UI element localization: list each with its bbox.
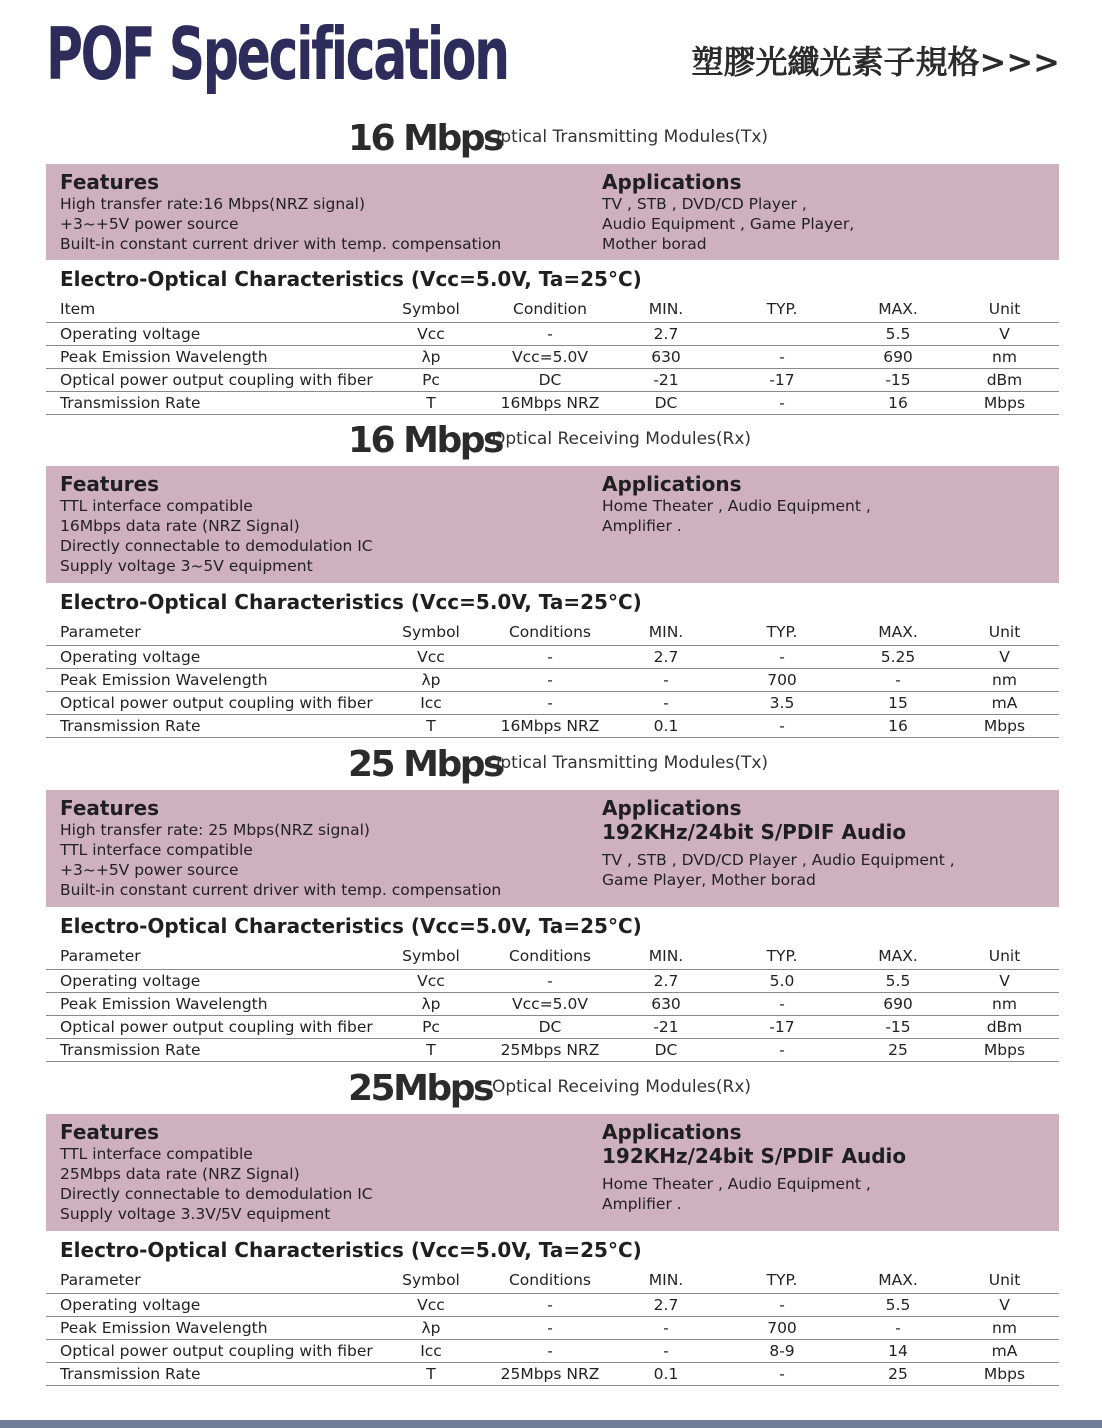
table-row	[46, 369, 1059, 392]
column-header: MAX.	[846, 1267, 950, 1294]
table-cell: 5.5	[846, 323, 950, 346]
table-row	[46, 646, 1059, 669]
applications-block	[602, 472, 871, 536]
feature-item: TTL interface compatible	[60, 497, 253, 515]
column-header: TYP.	[718, 1267, 846, 1294]
table-cell: 2.7	[614, 1294, 718, 1317]
column-header: Symbol	[376, 943, 486, 970]
table-cell: Pc	[376, 1016, 486, 1039]
table-row	[46, 993, 1059, 1016]
features-applications-box	[46, 1114, 1059, 1231]
column-header: Conditions	[486, 943, 614, 970]
table-cell: 2.7	[614, 970, 718, 993]
application-item: Audio Equipment , Game Player,	[602, 215, 855, 233]
eo-characteristics-title: Electro-Optical Characteristics (Vcc=5.0V, Ta=25°C)	[60, 267, 642, 291]
applications-heading: Applications	[602, 472, 742, 496]
applications-subtitle: 192KHz/24bit S/PDIF Audio	[602, 1144, 907, 1168]
module-type: Optical Receiving Modules(Rx)	[492, 1077, 752, 1097]
column-header: TYP.	[718, 943, 846, 970]
table-header-row	[46, 943, 1059, 970]
table-cell: 630	[614, 993, 718, 1016]
table-row	[46, 970, 1059, 993]
applications-heading: Applications	[602, 796, 742, 820]
table-cell: -	[718, 1039, 846, 1062]
speed-label: 16 Mbps	[348, 420, 502, 461]
table-cell: 700	[718, 1317, 846, 1340]
feature-item: Built-in constant current driver with temp. compensation	[60, 881, 502, 899]
column-header: TYP.	[718, 619, 846, 646]
feature-item: Supply voltage 3.3V/5V equipment	[60, 1205, 331, 1223]
table-cell: mA	[950, 692, 1059, 715]
table-cell	[718, 323, 846, 346]
section-header	[46, 416, 1059, 466]
table-cell: nm	[950, 993, 1059, 1016]
table-row	[46, 715, 1059, 738]
table-cell: Peak Emission Wavelength	[46, 993, 376, 1016]
application-item: Home Theater , Audio Equipment ,	[602, 1175, 871, 1193]
table-cell: Transmission Rate	[46, 392, 376, 415]
feature-item: Directly connectable to demodulation IC	[60, 1185, 373, 1203]
table-cell: Mbps	[950, 392, 1059, 415]
features-applications-box	[46, 164, 1059, 260]
table-header-row	[46, 296, 1059, 323]
table-cell: -15	[846, 369, 950, 392]
table-cell: mA	[950, 1340, 1059, 1363]
features-block	[60, 796, 501, 900]
module-type: Optical Receiving Modules(Rx)	[492, 429, 752, 449]
module-type: Optical Transmitting Modules(Tx)	[487, 753, 769, 773]
features-block	[60, 472, 373, 576]
table-cell: Vcc	[376, 646, 486, 669]
column-header: MAX.	[846, 619, 950, 646]
table-cell: 690	[846, 346, 950, 369]
table-cell: -21	[614, 1016, 718, 1039]
table-cell: λp	[376, 346, 486, 369]
table-cell: Optical power output coupling with fiber	[46, 369, 376, 392]
table-cell: V	[950, 1294, 1059, 1317]
column-header: Symbol	[376, 296, 486, 323]
column-header: Condition	[486, 296, 614, 323]
table-cell: 3.5	[718, 692, 846, 715]
table-cell: Operating voltage	[46, 323, 376, 346]
spec-section	[46, 740, 1059, 1062]
table-cell: DC	[486, 1016, 614, 1039]
column-header: Unit	[950, 296, 1059, 323]
table-cell: -	[718, 1363, 846, 1386]
table-cell: 25Mbps NRZ	[486, 1363, 614, 1386]
spec-table	[46, 296, 1059, 415]
table-cell: 5.25	[846, 646, 950, 669]
section-header	[46, 1064, 1059, 1114]
speed-label: 16 Mbps	[348, 118, 502, 159]
column-header: MIN.	[614, 1267, 718, 1294]
application-item: TV , STB , DVD/CD Player ,	[602, 195, 807, 213]
table-cell: -	[718, 346, 846, 369]
table-cell: -	[486, 1317, 614, 1340]
features-heading: Features	[60, 170, 160, 194]
table-row	[46, 1039, 1059, 1062]
table-cell: -	[486, 669, 614, 692]
table-cell: 15	[846, 692, 950, 715]
eo-characteristics-title: Electro-Optical Characteristics (Vcc=5.0V, Ta=25°C)	[60, 1238, 642, 1262]
column-header: MIN.	[614, 619, 718, 646]
table-cell: -	[614, 1340, 718, 1363]
column-header: Parameter	[46, 943, 376, 970]
table-header-row	[46, 619, 1059, 646]
table-row	[46, 1363, 1059, 1386]
table-cell: 14	[846, 1340, 950, 1363]
column-header: MAX.	[846, 296, 950, 323]
table-cell: 16Mbps NRZ	[486, 715, 614, 738]
table-cell: Vcc=5.0V	[486, 346, 614, 369]
feature-item: High transfer rate: 25 Mbps(NRZ signal)	[60, 821, 370, 839]
table-row	[46, 1016, 1059, 1039]
eo-characteristics-title: Electro-Optical Characteristics (Vcc=5.0V, Ta=25°C)	[60, 914, 642, 938]
table-cell: 5.0	[718, 970, 846, 993]
table-cell: λp	[376, 669, 486, 692]
table-cell: Operating voltage	[46, 1294, 376, 1317]
module-type: Optical Transmitting Modules(Tx)	[487, 127, 769, 147]
table-row	[46, 323, 1059, 346]
table-cell: λp	[376, 993, 486, 1016]
table-cell: T	[376, 1363, 486, 1386]
table-cell: 2.7	[614, 646, 718, 669]
column-header: MIN.	[614, 943, 718, 970]
table-cell: T	[376, 715, 486, 738]
table-row	[46, 392, 1059, 415]
table-cell: Icc	[376, 692, 486, 715]
features-heading: Features	[60, 472, 160, 496]
applications-block	[602, 170, 854, 254]
table-cell: -	[718, 646, 846, 669]
table-cell: 690	[846, 993, 950, 1016]
spec-section	[46, 114, 1059, 415]
table-cell: Optical power output coupling with fiber	[46, 1340, 376, 1363]
features-applications-box	[46, 790, 1059, 907]
table-cell: 5.5	[846, 970, 950, 993]
table-cell: -	[718, 392, 846, 415]
table-cell: λp	[376, 1317, 486, 1340]
application-item: TV , STB , DVD/CD Player , Audio Equipment ,	[602, 851, 955, 869]
table-cell: -	[486, 323, 614, 346]
table-cell: Pc	[376, 369, 486, 392]
table-cell: 5.5	[846, 1294, 950, 1317]
table-cell: -	[486, 692, 614, 715]
applications-heading: Applications	[602, 170, 742, 194]
table-cell: Transmission Rate	[46, 1363, 376, 1386]
table-header-row	[46, 1267, 1059, 1294]
table-row	[46, 1294, 1059, 1317]
feature-item: TTL interface compatible	[60, 841, 253, 859]
table-cell: -17	[718, 1016, 846, 1039]
column-header: Symbol	[376, 1267, 486, 1294]
application-item: Amplifier .	[602, 517, 682, 535]
feature-item: Built-in constant current driver with temp. compensation	[60, 235, 502, 253]
spec-table	[46, 1267, 1059, 1386]
table-cell: dBm	[950, 1016, 1059, 1039]
table-cell: 0.1	[614, 715, 718, 738]
table-cell: -	[486, 970, 614, 993]
column-header: Unit	[950, 1267, 1059, 1294]
column-header: Parameter	[46, 1267, 376, 1294]
applications-subtitle: 192KHz/24bit S/PDIF Audio	[602, 820, 907, 844]
feature-item: +3~+5V power source	[60, 215, 239, 233]
table-cell: Transmission Rate	[46, 715, 376, 738]
table-cell: -	[486, 646, 614, 669]
table-row	[46, 1340, 1059, 1363]
application-item: Mother borad	[602, 235, 707, 253]
feature-item: 16Mbps data rate (NRZ Signal)	[60, 517, 300, 535]
table-cell: 630	[614, 346, 718, 369]
column-header: Symbol	[376, 619, 486, 646]
table-cell: 25	[846, 1039, 950, 1062]
table-cell: nm	[950, 346, 1059, 369]
spec-table	[46, 943, 1059, 1062]
table-cell: T	[376, 392, 486, 415]
table-cell: T	[376, 1039, 486, 1062]
table-cell: DC	[614, 1039, 718, 1062]
column-header: Unit	[950, 619, 1059, 646]
page-title: POF Specification	[46, 12, 508, 96]
features-heading: Features	[60, 1120, 160, 1144]
table-cell: -	[718, 715, 846, 738]
table-row	[46, 692, 1059, 715]
features-applications-box	[46, 466, 1059, 583]
table-cell: -	[846, 669, 950, 692]
column-header: Conditions	[486, 1267, 614, 1294]
table-cell: Mbps	[950, 1363, 1059, 1386]
column-header: Conditions	[486, 619, 614, 646]
table-row	[46, 669, 1059, 692]
spec-section	[46, 1064, 1059, 1386]
feature-item: High transfer rate:16 Mbps(NRZ signal)	[60, 195, 366, 213]
table-cell: Mbps	[950, 1039, 1059, 1062]
table-cell: Mbps	[950, 715, 1059, 738]
table-cell: -	[718, 993, 846, 1016]
table-cell: 700	[718, 669, 846, 692]
table-cell: Optical power output coupling with fiber	[46, 692, 376, 715]
column-header: Parameter	[46, 619, 376, 646]
feature-item: TTL interface compatible	[60, 1145, 253, 1163]
features-block	[60, 170, 501, 254]
spec-section	[46, 416, 1059, 738]
eo-characteristics-title: Electro-Optical Characteristics (Vcc=5.0V, Ta=25°C)	[60, 590, 642, 614]
table-cell: 16	[846, 715, 950, 738]
application-item: Home Theater , Audio Equipment ,	[602, 497, 871, 515]
table-cell: nm	[950, 669, 1059, 692]
table-cell: 2.7	[614, 323, 718, 346]
feature-item: Directly connectable to demodulation IC	[60, 537, 373, 555]
feature-item: Supply voltage 3~5V equipment	[60, 557, 313, 575]
table-cell: -	[486, 1294, 614, 1317]
table-cell: 16	[846, 392, 950, 415]
table-cell: V	[950, 646, 1059, 669]
table-row	[46, 346, 1059, 369]
table-cell: -17	[718, 369, 846, 392]
table-cell: 25	[846, 1363, 950, 1386]
table-cell: 25Mbps NRZ	[486, 1039, 614, 1062]
table-cell: Operating voltage	[46, 646, 376, 669]
column-header: MIN.	[614, 296, 718, 323]
table-cell: -	[718, 1294, 846, 1317]
table-cell: -	[846, 1317, 950, 1340]
table-cell: -	[614, 669, 718, 692]
column-header: MAX.	[846, 943, 950, 970]
table-cell: Icc	[376, 1340, 486, 1363]
section-header	[46, 740, 1059, 790]
page-subtitle: 塑膠光纖光素子規格>>>	[691, 43, 1060, 81]
applications-heading: Applications	[602, 1120, 742, 1144]
table-cell: -	[614, 692, 718, 715]
table-cell: Peak Emission Wavelength	[46, 346, 376, 369]
column-header: Item	[46, 296, 376, 323]
table-cell: Vcc	[376, 323, 486, 346]
table-cell: V	[950, 323, 1059, 346]
bottom-bar	[0, 1420, 1102, 1428]
table-cell: Peak Emission Wavelength	[46, 669, 376, 692]
table-cell: Vcc	[376, 1294, 486, 1317]
application-item: Amplifier .	[602, 1195, 682, 1213]
applications-block	[602, 796, 955, 890]
feature-item: +3~+5V power source	[60, 861, 239, 879]
table-cell: Optical power output coupling with fiber	[46, 1016, 376, 1039]
table-cell: -	[486, 1340, 614, 1363]
column-header: TYP.	[718, 296, 846, 323]
table-cell: dBm	[950, 369, 1059, 392]
table-cell: -15	[846, 1016, 950, 1039]
table-cell: -21	[614, 369, 718, 392]
applications-block	[602, 1120, 906, 1214]
table-cell: Vcc=5.0V	[486, 993, 614, 1016]
table-cell: Vcc	[376, 970, 486, 993]
section-header	[46, 114, 1059, 164]
table-cell: Operating voltage	[46, 970, 376, 993]
feature-item: 25Mbps data rate (NRZ Signal)	[60, 1165, 300, 1183]
table-cell: 8-9	[718, 1340, 846, 1363]
table-cell: Peak Emission Wavelength	[46, 1317, 376, 1340]
column-header: Unit	[950, 943, 1059, 970]
table-cell: DC	[486, 369, 614, 392]
features-block	[60, 1120, 373, 1224]
features-heading: Features	[60, 796, 160, 820]
application-item: Game Player, Mother borad	[602, 871, 816, 889]
table-cell: nm	[950, 1317, 1059, 1340]
table-cell: DC	[614, 392, 718, 415]
speed-label: 25Mbps	[348, 1068, 492, 1109]
speed-label: 25 Mbps	[348, 744, 502, 785]
table-cell: 16Mbps NRZ	[486, 392, 614, 415]
spec-table	[46, 619, 1059, 738]
table-row	[46, 1317, 1059, 1340]
table-cell: V	[950, 970, 1059, 993]
table-cell: Transmission Rate	[46, 1039, 376, 1062]
table-cell: -	[614, 1317, 718, 1340]
table-cell: 0.1	[614, 1363, 718, 1386]
